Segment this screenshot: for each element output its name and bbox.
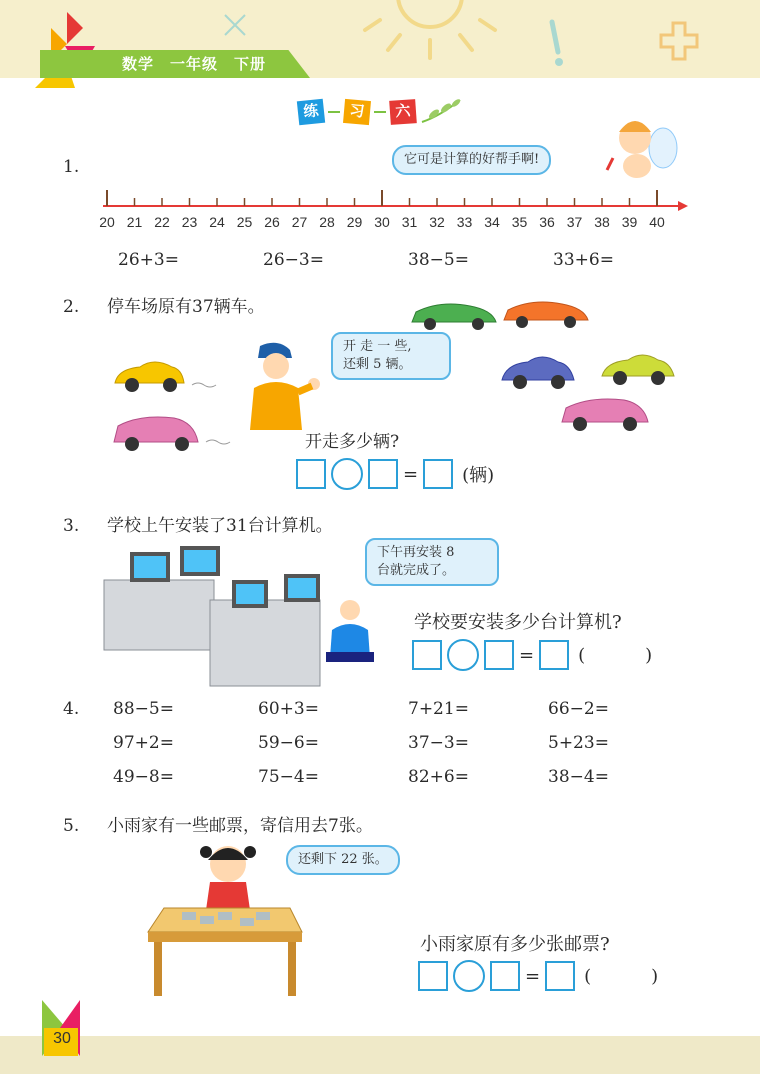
q1-bubble: 它可是计算的好帮手啊! — [392, 145, 551, 175]
number-line-labels — [95, 214, 690, 234]
number-line-label: 31 — [401, 214, 418, 230]
page-badge-icon — [40, 998, 90, 1058]
bottom-band — [0, 1036, 760, 1074]
q5-operator-circle[interactable] — [453, 960, 485, 992]
q3-unit-close: ) — [645, 644, 653, 666]
number-line-label: 28 — [319, 214, 335, 230]
q5-question: 小雨家原有多少张邮票? — [420, 934, 610, 955]
q3-prompt: 3. 学校上午安装了31台计算机。 — [63, 516, 333, 536]
q3-answer-box-1[interactable] — [412, 640, 442, 670]
star-decoration — [220, 10, 250, 40]
leaf-icon — [420, 98, 462, 126]
blue-car-icon — [498, 350, 580, 390]
number-line-label: 36 — [539, 214, 555, 230]
pink-car-2-icon — [560, 392, 655, 432]
q4-equation: 59−6= — [258, 733, 319, 753]
q3-bubble-line-1: 下午再安装 8 — [377, 545, 455, 560]
title-char-1: 练 — [297, 99, 325, 126]
number-line-label: 20 — [99, 214, 115, 230]
q5-answer-box-2[interactable] — [490, 961, 520, 991]
number-line-label: 21 — [126, 214, 143, 230]
q5-prompt: 5. 小雨家有一些邮票，寄信用去7张。 — [63, 816, 373, 836]
plus-decoration — [655, 18, 705, 68]
number-line-label: 39 — [621, 214, 638, 230]
q2-operator-circle[interactable] — [331, 458, 363, 490]
number-line-label: 33 — [456, 214, 473, 230]
q4-equation: 66−2= — [548, 699, 609, 719]
q5-unit-close: ) — [651, 965, 659, 987]
number-line-label: 23 — [181, 214, 198, 230]
q4-equation: 97+2= — [113, 733, 174, 753]
q1-eq-2: 26−3= — [263, 250, 324, 270]
q3-answer-box-2[interactable] — [484, 640, 514, 670]
yellow-car-icon — [110, 355, 225, 395]
number-line-label: 34 — [484, 214, 500, 230]
q3-formula: = ( ) — [412, 639, 652, 671]
q4-equation: 5+23= — [548, 733, 609, 753]
q4-number: 4. — [63, 699, 80, 719]
number-line-label: 35 — [511, 214, 528, 230]
q5-answer-box-result[interactable] — [545, 961, 575, 991]
q1-eq-4: 33+6= — [553, 250, 614, 270]
yellow-green-car-icon — [598, 348, 678, 386]
number-line-label: 29 — [346, 214, 363, 230]
computer-desks-icon — [100, 540, 380, 690]
girl-at-table-icon — [140, 838, 310, 1000]
q2-unit: (辆) — [462, 465, 495, 486]
number-line-label: 27 — [291, 214, 308, 230]
title-char-3: 六 — [389, 99, 417, 125]
q2-prompt: 2. 停车场原有37辆车。 — [63, 297, 265, 317]
page-number: 30 — [53, 1030, 71, 1047]
q4-equation: 37−3= — [408, 733, 469, 753]
q2-bubble — [331, 332, 451, 380]
number-line-label: 30 — [374, 214, 390, 230]
q4-equation: 88−5= — [113, 699, 174, 719]
sun-decoration — [360, 0, 500, 60]
q5-bubble: 还剩下 22 张。 — [286, 845, 400, 875]
exercise-title — [298, 98, 462, 126]
q3-question: 学校要安装多少台计算机? — [414, 612, 622, 633]
number-line-label: 37 — [566, 214, 583, 230]
q5-answer-box-1[interactable] — [418, 961, 448, 991]
header-title: 数学 一年级 下册 — [122, 56, 267, 73]
q1-eq-1: 26+3= — [118, 250, 179, 270]
q4-equation: 7+21= — [408, 699, 469, 719]
q2-formula: = (辆) — [296, 458, 494, 490]
q2-answer-box-result[interactable] — [423, 459, 453, 489]
number-line-label: 26 — [264, 214, 280, 230]
q2-bubble-line-2: 还剩 5 辆。 — [343, 357, 412, 372]
q3-bubble-line-2: 台就完成了。 — [377, 563, 456, 578]
number-line-label: 22 — [154, 214, 170, 230]
q1-number: 1. — [63, 157, 80, 177]
q4-equation: 49−8= — [113, 767, 174, 787]
q4-equation: 60+3= — [258, 699, 319, 719]
green-car-icon — [410, 298, 500, 332]
q3-bubble — [365, 538, 499, 586]
q4-equation: 38−4= — [548, 767, 609, 787]
q4-equation: 75−4= — [258, 767, 319, 787]
number-line-label: 40 — [649, 214, 665, 230]
q2-answer-box-2[interactable] — [368, 459, 398, 489]
number-line-label: 24 — [209, 214, 225, 230]
q2-bubble-line-1: 开 走 一 些, — [343, 339, 412, 354]
title-char-2: 习 — [343, 99, 371, 125]
q4-equation: 82+6= — [408, 767, 469, 787]
exclamation-decoration — [540, 18, 570, 68]
q3-unit-open: ( — [578, 644, 586, 666]
attendant-icon — [240, 340, 320, 435]
pink-car-icon — [110, 410, 240, 455]
q5-formula: = ( ) — [418, 960, 658, 992]
cupid-icon — [605, 108, 680, 188]
q3-answer-box-result[interactable] — [539, 640, 569, 670]
number-line-label: 38 — [594, 214, 610, 230]
q3-operator-circle[interactable] — [447, 639, 479, 671]
orange-car-icon — [502, 296, 592, 330]
q5-unit-open: ( — [584, 965, 592, 987]
number-line-label: 32 — [429, 214, 445, 230]
q2-question: 开走多少辆? — [305, 432, 400, 452]
q2-answer-box-1[interactable] — [296, 459, 326, 489]
q1-eq-3: 38−5= — [408, 250, 469, 270]
number-line-label: 25 — [236, 214, 253, 230]
